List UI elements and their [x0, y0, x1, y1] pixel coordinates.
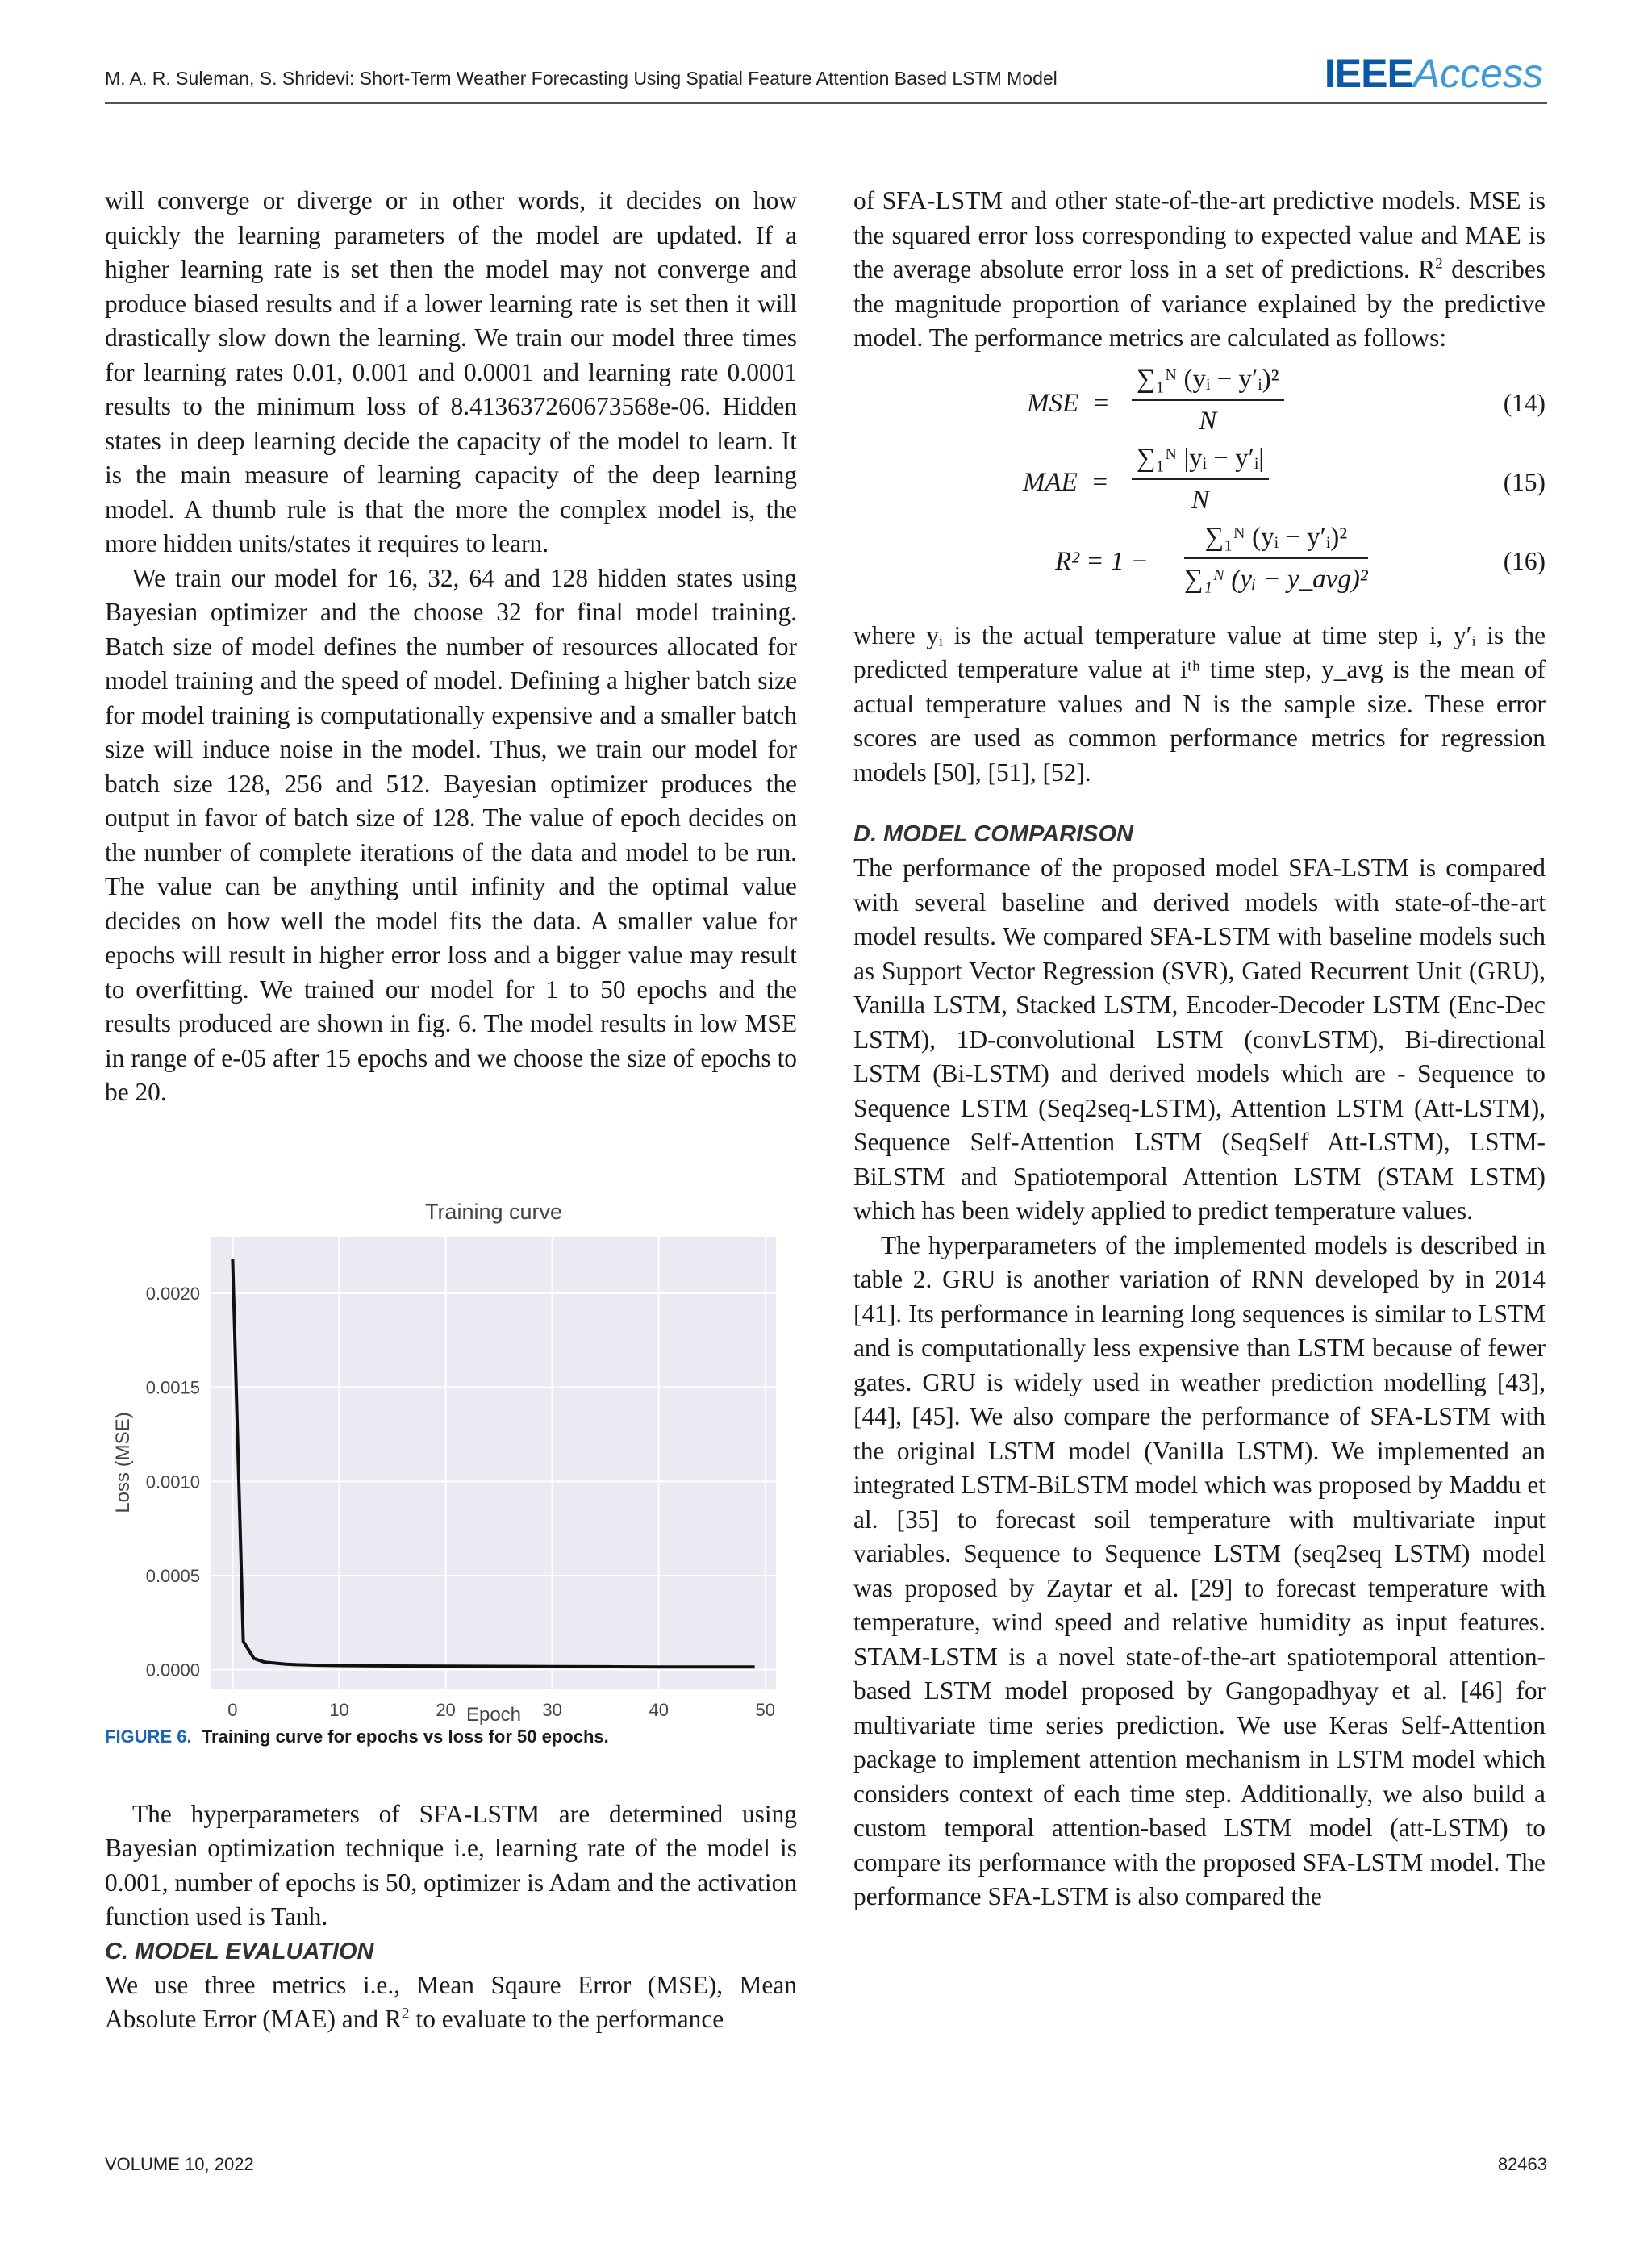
eq14-lhs-text: MSE: [1027, 388, 1079, 418]
y-tick-label: 0.0010: [145, 1471, 200, 1492]
y-tick-label: 0.0000: [145, 1659, 200, 1680]
right-paragraph-3: The performance of the proposed model SFA-LSTM is compared with several baseline and derived models with state-of-the-art model results. We compared SFA-LSTM with baseline models such as Support Vector Regression (SVR), Gated Recurrent Unit (GRU), Vanilla LSTM, Stacked LSTM, Encoder-Decoder LSTM (Enc-Dec LSTM), 1D-convolutional LSTM (convLSTM), Bi-directional LSTM (Bi-LSTM) and derived models which are - Sequence to Sequence LSTM (Seq2seq-LSTM), Attention LSTM (Att-LSTM), Sequence Self-Attention LSTM (SeqSelf Att-LSTM), LSTM-BiLSTM and Spatiotemporal Attention LSTM (STAM LSTM) which has been widely applied to predict temperature values.: [853, 854, 1546, 1225]
y-tick-label: 0.0005: [145, 1565, 200, 1586]
training-curve-chart: [105, 1176, 797, 1725]
figure-caption-text: Training curve for epochs vs loss for 50 epochs.: [201, 1726, 609, 1747]
running-header: M. A. R. Suleman, S. Shridevi: Short-Term Weather Forecasting Using Spatial Feature Attention Based LSTM Model: [105, 68, 1058, 89]
y-tick-label: 0.0015: [145, 1377, 200, 1398]
p4-text-a: We use three metrics i.e., Mean Sqaure Error (MSE), Mean Absolute Error (MAE) and R: [105, 1970, 797, 2033]
section-heading-c: C. MODEL EVALUATION: [105, 1938, 374, 1964]
eq14-lhs: MSE =: [1027, 388, 1110, 418]
header-rule: [105, 102, 1547, 104]
eq15-number: (15): [1503, 467, 1546, 496]
right-paragraph-1: [853, 184, 1546, 356]
eq16-numerator: ∑₁ᴺ (yᵢ − y′ᵢ)²: [1184, 520, 1368, 560]
y-tick-label: 0.0020: [145, 1283, 200, 1304]
equation-15: [853, 441, 1546, 520]
eq15-fraction: [1132, 441, 1269, 518]
eq14-number: (14): [1503, 388, 1546, 417]
eq15-denominator: N: [1191, 486, 1209, 515]
rp1-superscript: 2: [1435, 255, 1443, 273]
eq16-fraction: [1184, 520, 1368, 597]
x-tick-label: 50: [755, 1699, 776, 1720]
eq14-numerator: ∑₁ᴺ (yᵢ − y′ᵢ)²: [1132, 362, 1284, 402]
section-heading-d: D. MODEL COMPARISON: [853, 821, 1133, 847]
left-paragraph-3: The hyperparameters of SFA-LSTM are determined using Bayesian optimization technique i.e, learning rate of the model is 0.001, number of epochs is 50, optimizer is Adam and the activation function used is Tanh.: [105, 1799, 797, 1931]
eq16-lhs: R² = 1 −: [1055, 546, 1149, 576]
eq15-lhs-text: MAE: [1023, 467, 1078, 497]
eq16-denominator: ∑₁ᴺ (yᵢ − y_avg)²: [1184, 565, 1368, 594]
eq16-number: (16): [1503, 546, 1546, 575]
rp1-text-a: of SFA-LSTM and other state-of-the-art predictive models. MSE is the squared error loss corresponding to expected value and MAE is the average absolute error loss in a set of predictions. R: [853, 186, 1546, 283]
logo-access: Access: [1412, 51, 1543, 96]
x-tick-label: 0: [227, 1699, 238, 1720]
footer-volume: VOLUME 10, 2022: [105, 2154, 254, 2174]
rp1-text-b: describes the magnitude proportion of variance explained by the predictive model. The performance metrics are calculated as follows:: [853, 255, 1546, 352]
figure-label: FIGURE 6.: [105, 1726, 192, 1747]
eq14-fraction: [1132, 362, 1284, 439]
eq15-lhs: MAE =: [1023, 467, 1109, 497]
ieee-access-logo: [1325, 50, 1543, 97]
x-tick-label: 40: [649, 1699, 669, 1720]
y-axis-label: Loss (MSE): [112, 1411, 134, 1513]
equation-16: [853, 520, 1546, 607]
right-column: [853, 184, 1546, 1914]
x-tick-label: 10: [329, 1699, 349, 1720]
footer-page-number: 82463: [1497, 2154, 1547, 2174]
left-paragraph-1: will converge or diverge or in other words, it decides on how quickly the learning parameters of the model are updated. If a higher learning rate is set then the model may not converge and produce biased results and if a lower learning rate is set then it will drastically slow down the learning. We train our model three times for learning rates 0.01, 0.001 and 0.0001 and learning rate 0.0001 results to the minimum loss of 8.413637260673568e-06. Hidden states in deep learning decide the capacity of the model to learn. It is the main measure of learning capacity of the deep learning model. A thumb rule is that the more the complex model is, the more hidden units/states it requires to learn.: [105, 186, 797, 557]
left-paragraph-2: We train our model for 16, 32, 64 and 128 hidden states using Bayesian optimizer and the choose 32 for final model training. Batch size of model defines the number of resources allocated for model training and the speed of model. Defining a higher batch size for model training is computationally expensive and a smaller batch size will induce noise in the model. Thus, we train our model for batch size 128, 256 and 512. Bayesian optimizer produces the output in favor of batch size of 128. The value of epoch decides on the number of complete iterations of the data and model to be run. The value can be anything until infinity and the optimal value decides on how well the model fits the data. A smaller value for epochs will result in higher error loss and a bigger value may result to overfitting. We trained our model for 1 to 50 epochs and the results produced are shown in fig. 6. The model results in low MSE in range of e-05 after 15 epochs and we choose the size of epochs to be 20.: [105, 563, 797, 1106]
left-column: [105, 184, 797, 2037]
eq15-numerator: ∑₁ᴺ |yᵢ − y′ᵢ|: [1132, 441, 1269, 481]
right-paragraph-2: where yᵢ is the actual temperature value at time step i, y′ᵢ is the predicted temperature value at iᵗʰ time step, y_avg is the mean of actual temperature values and N is the sample size. These error scores are used as common performance metrics for regression models [50], [51], [52].: [853, 620, 1546, 787]
eq14-denominator: N: [1199, 407, 1217, 436]
x-axis-label: Epoch: [465, 1703, 522, 1725]
p4-text-b: to evaluate to the performance: [409, 2005, 724, 2033]
plot-area: [211, 1237, 776, 1689]
figure-caption: [105, 1725, 797, 1749]
x-tick-label: 30: [542, 1699, 562, 1720]
left-paragraph-4: [105, 1968, 797, 2037]
equation-14: [853, 362, 1546, 441]
x-tick-label: 20: [436, 1699, 456, 1720]
p4-superscript: 2: [401, 2005, 410, 2023]
right-paragraph-4: The hyperparameters of the implemented models is described in table 2. GRU is another variation of RNN developed by in 2014 [41]. Its performance in learning long sequences is similar to LSTM and is computationally less expensive than LSTM because of fewer gates. GRU is widely used in weather prediction modelling [43], [44], [45]. We also compare the performance of SFA-LSTM with the original LSTM model (Vanilla LSTM). We implemented an integrated LSTM-BiLSTM model which was proposed by Maddu et al. [35] to forecast soil temperature with multivariate input variables. Sequence to Sequence LSTM (seq2seq LSTM) model was proposed by Zaytar et al. [29] to forecast temperature with temperature, wind speed and relative humidity as input features. STAM-LSTM is a novel state-of-the-art spatiotemporal attention- based LSTM model proposed by Gangopadhyay et al. [46] for multivariate time series prediction. We use Keras Self-Attention package to implement attention mechanism in LSTM model which considers context of each time step. Additionally, we also build a custom temporal attention-based LSTM model (att-LSTM) to compare its performance with the proposed SFA-LSTM model. The performance SFA-LSTM is also compared the: [853, 1230, 1546, 1910]
logo-ieee: IEEE: [1324, 51, 1413, 96]
figure-6: [105, 1176, 797, 1757]
chart-title: Training curve: [424, 1199, 563, 1224]
y-tick-labels: [146, 1284, 200, 1680]
